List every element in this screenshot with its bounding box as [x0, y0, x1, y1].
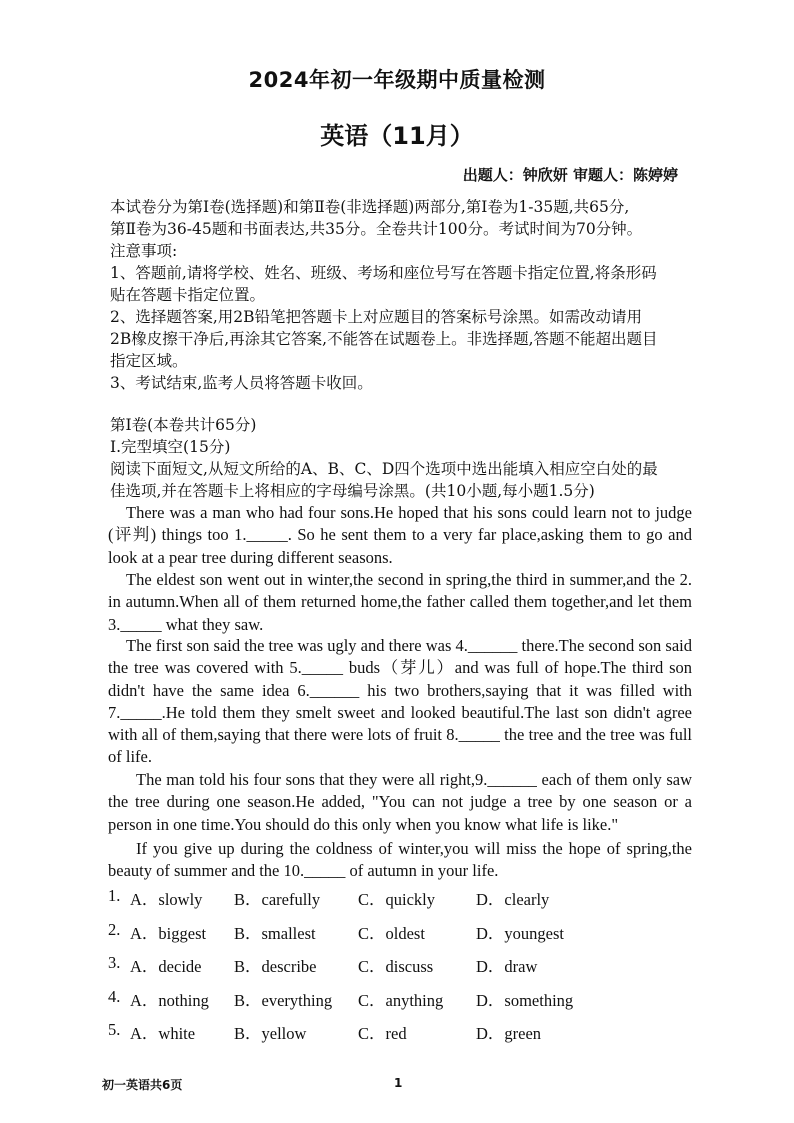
instruction-line: 本试卷分为第Ⅰ卷(选择题)和第Ⅱ卷(非选择题)两部分,第Ⅰ卷为1-35题,共65分, — [110, 198, 630, 216]
section-direction: 阅读下面短文,从短文所给的A、B、C、D四个选项中选出能填入相应空白处的最 — [110, 460, 658, 478]
passage-paragraph — [108, 502, 692, 569]
option-c: C．discuss — [358, 957, 434, 976]
option-c: C．quickly — [358, 890, 435, 909]
option-a: A．white — [130, 1024, 196, 1043]
instruction-line: 注意事项: — [110, 242, 178, 260]
question-number: 2. — [108, 920, 121, 939]
passage-paragraph — [108, 569, 692, 636]
question-row — [108, 1020, 708, 1044]
exam-title: 2024年初一年级期中质量检测 — [248, 68, 546, 92]
question-number: 5. — [108, 1020, 121, 1039]
option-d: D．youngest — [476, 924, 564, 943]
question-row — [108, 920, 708, 944]
passage-paragraph — [108, 635, 692, 769]
option-a: A．biggest — [130, 924, 207, 943]
question-number: 4. — [108, 987, 121, 1006]
instruction-line: 1、答题前,请将学校、姓名、班级、考场和座位号写在答题卡指定位置,将条形码 — [110, 264, 657, 282]
exam-authors: 出题人：钟欣妍 审题人：陈婷婷 — [462, 166, 678, 184]
option-b: B．smallest — [234, 924, 316, 943]
option-a: A．slowly — [130, 890, 203, 909]
instruction-line: 指定区域。 — [110, 352, 188, 370]
passage-paragraph-4: The man told his four sons that they were all right,9.______ each of them only saw the tree during one season.He added, "You can not judge a tree by one season or a person in one time.You should do this only when you know what life is like." — [108, 770, 692, 834]
footer-page-number: 1 — [394, 1076, 403, 1090]
question-number: 3. — [108, 953, 121, 972]
exam-subtitle: 英语（11月） — [320, 122, 474, 150]
option-c: C．oldest — [358, 924, 425, 943]
option-b: B．describe — [234, 957, 317, 976]
passage-paragraph-5: If you give up during the coldness of winter,you will miss the hope of spring,the beauty of summer and the 10._____ of autumn in your life. — [108, 839, 692, 881]
passage-paragraph — [108, 769, 692, 836]
question-row — [108, 886, 708, 910]
section-direction: 佳选项,并在答题卡上将相应的字母编号涂黑。(共10小题,每小题1.5分) — [110, 482, 595, 500]
passage-paragraph-3: The first son said the tree was ugly and there was 4.______ there.The second son said the tree was covered with 5._____ buds（芽儿）and was full of hope.The third son didn't have the same idea 6.______ his two brothers,saying that it was filled with 7._____.He told them they smelt sweet and looked beautiful.The last son didn't agree with all of them,saying that there were lots of fruit 8._____ the tree and the tree was full of life. — [108, 636, 692, 767]
option-a: A．nothing — [130, 991, 209, 1010]
section-part: 第Ⅰ卷(本卷共计65分) — [110, 416, 257, 434]
instruction-line: 2B橡皮擦干净后,再涂其它答案,不能答在试题卷上。非选择题,答题不能超出题目 — [110, 330, 658, 348]
option-d: D．something — [476, 991, 574, 1010]
option-c: C．anything — [358, 991, 444, 1010]
instruction-line: 第Ⅱ卷为36-45题和书面表达,共35分。全卷共计100分。考试时间为70分钟。 — [110, 220, 643, 238]
option-d: D．draw — [476, 957, 538, 976]
section-heading: Ⅰ.完型填空(15分) — [110, 438, 231, 456]
option-d: D．clearly — [476, 890, 550, 909]
question-number: 1. — [108, 886, 121, 905]
instruction-line: 3、考试结束,监考人员将答题卡收回。 — [110, 374, 373, 392]
option-b: B．yellow — [234, 1024, 307, 1043]
passage-paragraph — [108, 838, 692, 883]
passage-paragraph-2: The eldest son went out in winter,the second in spring,the third in summer,and the 2. in autumn.When all of them returned home,the father called them together,and let them 3._____ what they saw. — [108, 570, 692, 634]
instruction-line: 2、选择题答案,用2B铅笔把答题卡上对应题目的答案标号涂黑。如需改动请用 — [110, 308, 643, 326]
option-c: C．red — [358, 1024, 407, 1043]
passage-paragraph-1: There was a man who had four sons.He hoped that his sons could learn not to judge (评判) things too 1._____. So he sent them to a very far place,asking them to go and look at a pear tree during different seasons. — [108, 503, 692, 567]
option-a: A．decide — [130, 957, 202, 976]
footer-page-count: 初一英语共6页 — [102, 1078, 183, 1092]
option-d: D．green — [476, 1024, 542, 1043]
option-b: B．everything — [234, 991, 333, 1010]
instruction-line: 贴在答题卡指定位置。 — [110, 286, 266, 304]
question-row — [108, 987, 708, 1011]
question-row — [108, 953, 708, 977]
option-b: B．carefully — [234, 890, 321, 909]
